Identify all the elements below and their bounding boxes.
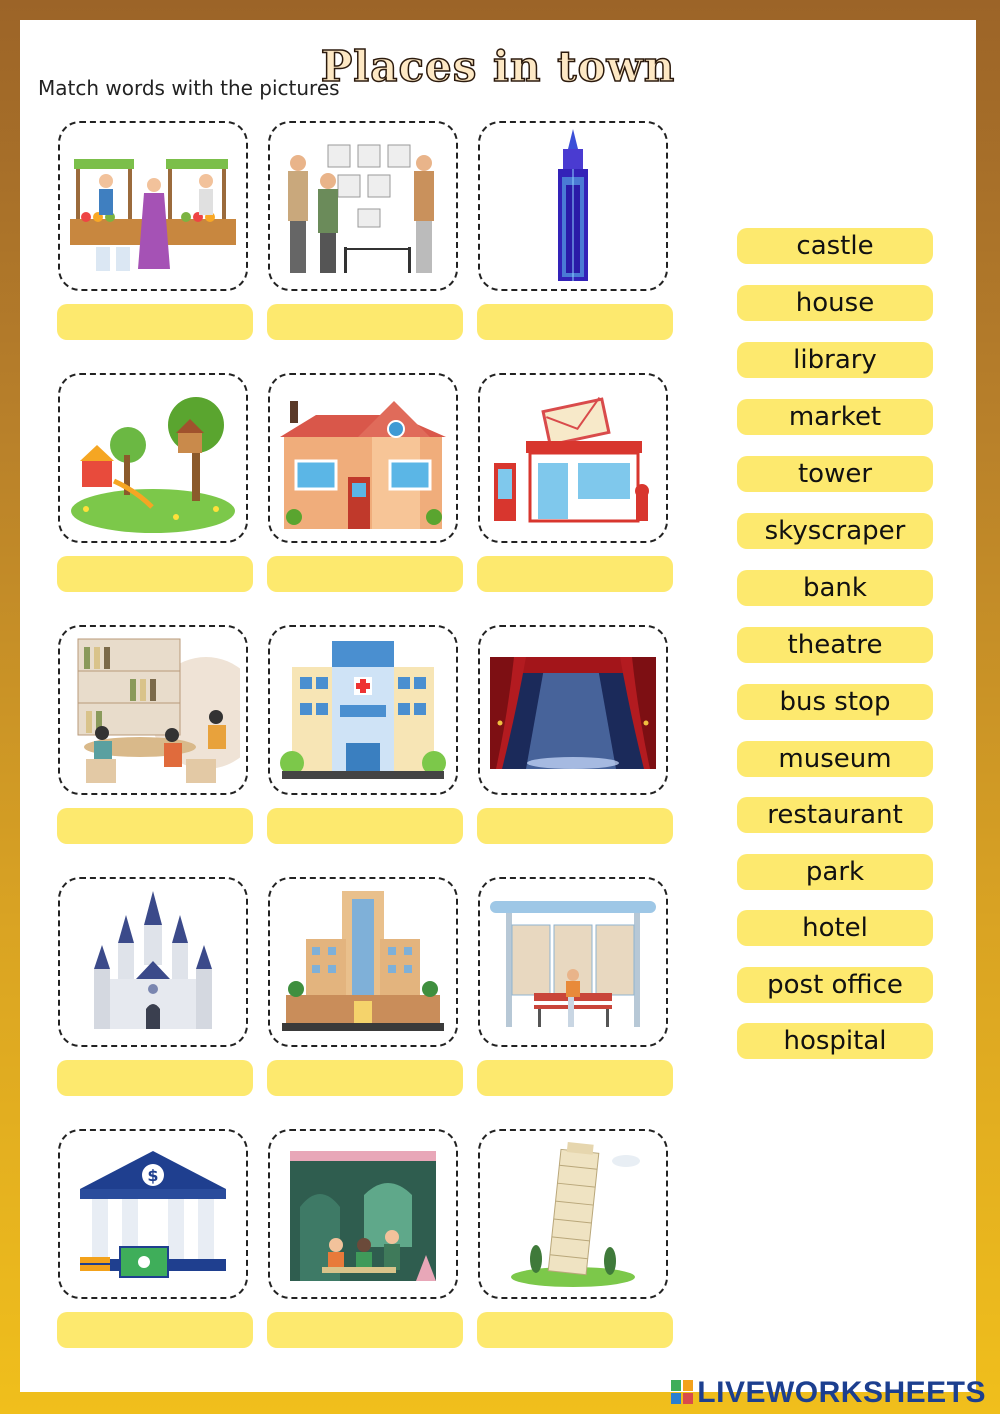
market-stalls-picture	[66, 129, 240, 283]
answer-box-4[interactable]	[57, 556, 253, 592]
svg-text:$: $	[147, 1166, 159, 1185]
answer-box-15[interactable]	[477, 1312, 673, 1348]
liveworksheets-logo-icon	[671, 1380, 693, 1404]
word-bus-stop[interactable]: bus stop	[737, 684, 933, 720]
word-restaurant[interactable]: restaurant	[737, 797, 933, 833]
instructions-text: Match words with the pictures	[38, 76, 340, 100]
park-playground-picture	[66, 381, 240, 535]
house-picture	[276, 381, 450, 535]
word-bank[interactable]: bank	[737, 570, 933, 606]
answer-box-14[interactable]	[267, 1312, 463, 1348]
word-skyscraper[interactable]: skyscraper	[737, 513, 933, 549]
picture-card-8	[268, 625, 458, 795]
restaurant-picture	[276, 1137, 450, 1291]
word-park[interactable]: park	[737, 854, 933, 890]
hotel-picture	[276, 885, 450, 1039]
word-museum[interactable]: museum	[737, 741, 933, 777]
word-hotel[interactable]: hotel	[737, 910, 933, 946]
word-library[interactable]: library	[737, 342, 933, 378]
picture-card-11	[268, 877, 458, 1047]
picture-card-14	[268, 1129, 458, 1299]
picture-card-4	[58, 373, 248, 543]
picture-card-5	[268, 373, 458, 543]
word-hospital[interactable]: hospital	[737, 1023, 933, 1059]
liveworksheets-logo	[671, 1376, 986, 1410]
answer-box-2[interactable]	[267, 304, 463, 340]
word-post-office[interactable]: post office	[737, 967, 933, 1003]
word-tower[interactable]: tower	[737, 456, 933, 492]
page-title: Places in town	[320, 42, 676, 91]
picture-card-13	[58, 1129, 248, 1299]
picture-card-12	[478, 877, 668, 1047]
bank-picture	[66, 1137, 240, 1291]
word-theatre[interactable]: theatre	[737, 627, 933, 663]
answer-box-3[interactable]	[477, 304, 673, 340]
picture-card-1	[58, 121, 248, 291]
castle-picture	[66, 885, 240, 1039]
picture-card-3	[478, 121, 668, 291]
answer-box-8[interactable]	[267, 808, 463, 844]
picture-card-6	[478, 373, 668, 543]
worksheet-page	[20, 20, 976, 1392]
word-castle[interactable]: castle	[737, 228, 933, 264]
leaning-tower-picture	[486, 1137, 660, 1291]
hospital-picture	[276, 633, 450, 787]
bus-stop-picture	[486, 885, 660, 1039]
brand-text: LIVEWORKSHEETS	[697, 1376, 986, 1409]
answer-box-6[interactable]	[477, 556, 673, 592]
answer-box-12[interactable]	[477, 1060, 673, 1096]
answer-box-10[interactable]	[57, 1060, 253, 1096]
answer-box-5[interactable]	[267, 556, 463, 592]
answer-box-9[interactable]	[477, 808, 673, 844]
answer-box-7[interactable]	[57, 808, 253, 844]
word-market[interactable]: market	[737, 399, 933, 435]
answer-box-1[interactable]	[57, 304, 253, 340]
museum-gallery-picture	[276, 129, 450, 283]
theatre-stage-picture	[486, 633, 660, 787]
picture-card-10	[58, 877, 248, 1047]
picture-card-9	[478, 625, 668, 795]
library-picture	[66, 633, 240, 787]
answer-box-11[interactable]	[267, 1060, 463, 1096]
post-office-picture	[486, 381, 660, 535]
picture-card-2	[268, 121, 458, 291]
answer-box-13[interactable]	[57, 1312, 253, 1348]
skyscraper-picture	[486, 129, 660, 283]
picture-card-7	[58, 625, 248, 795]
picture-card-15	[478, 1129, 668, 1299]
word-house[interactable]: house	[737, 285, 933, 321]
